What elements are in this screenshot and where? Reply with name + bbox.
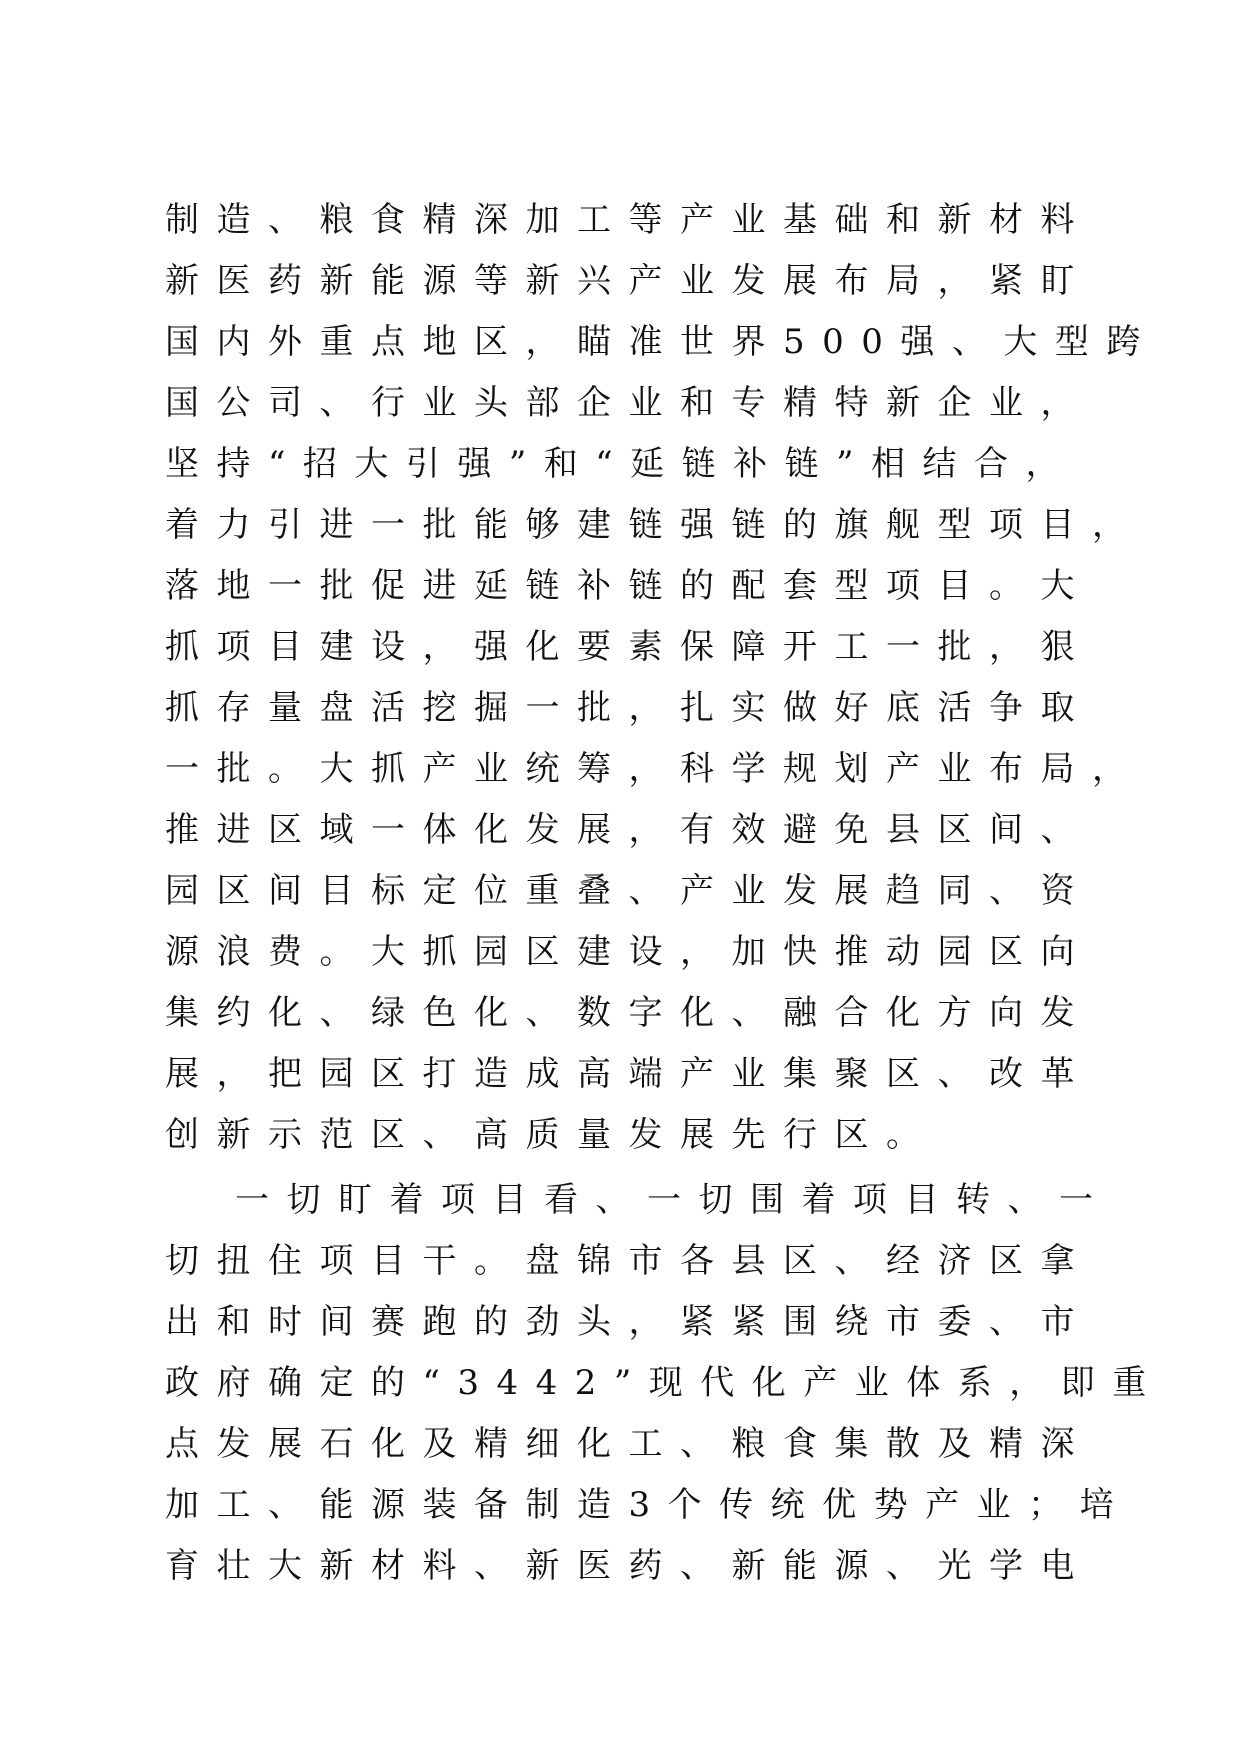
text-line: 加工、能源装备制造3个传统优势产业；培 xyxy=(165,1485,1132,1525)
text-line: 抓项目建设，强化要素保障开工一批，狠 xyxy=(165,627,1092,667)
text-line: 坚持“招大引强”和“延链补链”相结合， xyxy=(165,444,1078,484)
text-line: 集约化、绿色化、数字化、融合化方向发 xyxy=(165,993,1092,1033)
text-line: 新医药新能源等新兴产业发展布局，紧盯 xyxy=(165,261,1092,301)
text-line: 一切盯着项目看、一切围着项目转、一 xyxy=(235,1180,1111,1220)
text-line: 展，把园区打造成高端产业集聚区、改革 xyxy=(165,1054,1092,1094)
paragraph-2 xyxy=(165,1170,1164,1597)
text-line: 园区间目标定位重叠、产业发展趋同、资 xyxy=(165,871,1092,911)
text-line: 落地一批促进延链补链的配套型项目。大 xyxy=(165,566,1092,606)
text-line: 政府确定的“3442”现代化产业体系，即重 xyxy=(165,1363,1164,1403)
text-line: 国内外重点地区，瞄准世界500强、大型跨 xyxy=(165,322,1158,362)
body-text xyxy=(165,190,1164,1597)
paragraph-1 xyxy=(165,190,1158,1166)
text-line: 制造、粮食精深加工等产业基础和新材料 xyxy=(165,200,1092,240)
text-line: 出和时间赛跑的劲头，紧紧围绕市委、市 xyxy=(165,1302,1092,1342)
text-line: 点发展石化及精细化工、粮食集散及精深 xyxy=(165,1424,1092,1464)
text-line: 切扭住项目干。盘锦市各县区、经济区拿 xyxy=(165,1241,1092,1281)
text-line: 推进区域一体化发展，有效避免县区间、 xyxy=(165,810,1092,850)
text-line: 创新示范区、高质量发展先行区。 xyxy=(165,1115,938,1155)
text-line: 抓存量盘活挖掘一批，扎实做好底活争取 xyxy=(165,688,1092,728)
text-line: 着力引进一批能够建链强链的旗舰型项目， xyxy=(165,505,1144,545)
text-line: 一批。大抓产业统筹，科学规划产业布局， xyxy=(165,749,1144,789)
text-line: 育壮大新材料、新医药、新能源、光学电 xyxy=(165,1546,1092,1586)
text-line: 国公司、行业头部企业和专精特新企业， xyxy=(165,383,1092,423)
text-line: 源浪费。大抓园区建设，加快推动园区向 xyxy=(165,932,1092,972)
